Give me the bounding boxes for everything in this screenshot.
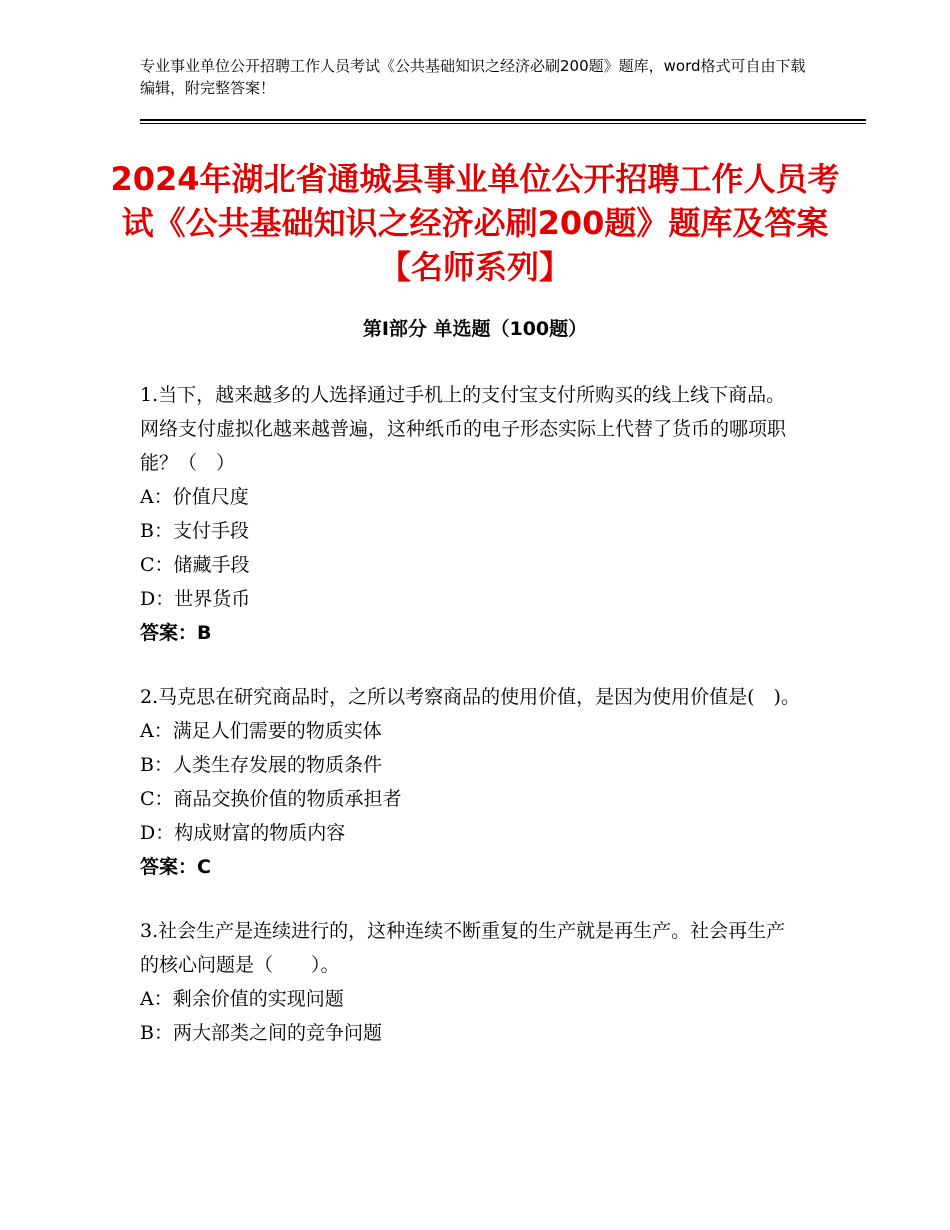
section-heading: 第Ⅰ部分 单选题（100题） bbox=[362, 318, 588, 340]
header-divider-thin bbox=[140, 123, 866, 124]
document-header: 专业事业单位公开招聘工作人员考试《公共基础知识之经济必刷200题》题库，word格式可自由下载编辑，附完整答案！ bbox=[140, 57, 806, 97]
option-d: D：世界货币 bbox=[140, 588, 251, 610]
question-stem: 2.马克思在研究商品时，之所以考察商品的使用价值，是因为使用价值是( )。 bbox=[140, 686, 800, 708]
option-b: B：人类生存发展的物质条件 bbox=[140, 754, 382, 776]
answer: 答案：C bbox=[140, 856, 211, 878]
document-title: 2024年湖北省通城县事业单位公开招聘工作人员考试《公共基础知识之经济必刷200题》题库及答案【名师系列】 bbox=[110, 160, 840, 286]
option-c: C：商品交换价值的物质承担者 bbox=[140, 788, 402, 810]
answer: 答案：B bbox=[140, 622, 212, 644]
question-1 bbox=[140, 378, 800, 650]
question-list bbox=[140, 378, 800, 1080]
option-a: A：剩余价值的实现问题 bbox=[140, 988, 344, 1010]
option-b: B：两大部类之间的竞争问题 bbox=[140, 1022, 382, 1044]
question-stem: 3.社会生产是连续进行的，这种连续不断重复的生产就是再生产。社会再生产的核心问题是（ ）。 bbox=[140, 920, 786, 976]
option-a: A：价值尺度 bbox=[140, 486, 249, 508]
question-2 bbox=[140, 680, 800, 884]
question-3 bbox=[140, 914, 800, 1050]
option-a: A：满足人们需要的物质实体 bbox=[140, 720, 382, 742]
question-stem: 1.当下，越来越多的人选择通过手机上的支付宝支付所购买的线上线下商品。网络支付虚拟化越来越普遍，这种纸币的电子形态实际上代替了货币的哪项职能？（ ） bbox=[140, 384, 787, 474]
option-c: C：储藏手段 bbox=[140, 554, 250, 576]
option-d: D：构成财富的物质内容 bbox=[140, 822, 346, 844]
option-b: B：支付手段 bbox=[140, 520, 249, 542]
header-divider bbox=[140, 119, 866, 121]
